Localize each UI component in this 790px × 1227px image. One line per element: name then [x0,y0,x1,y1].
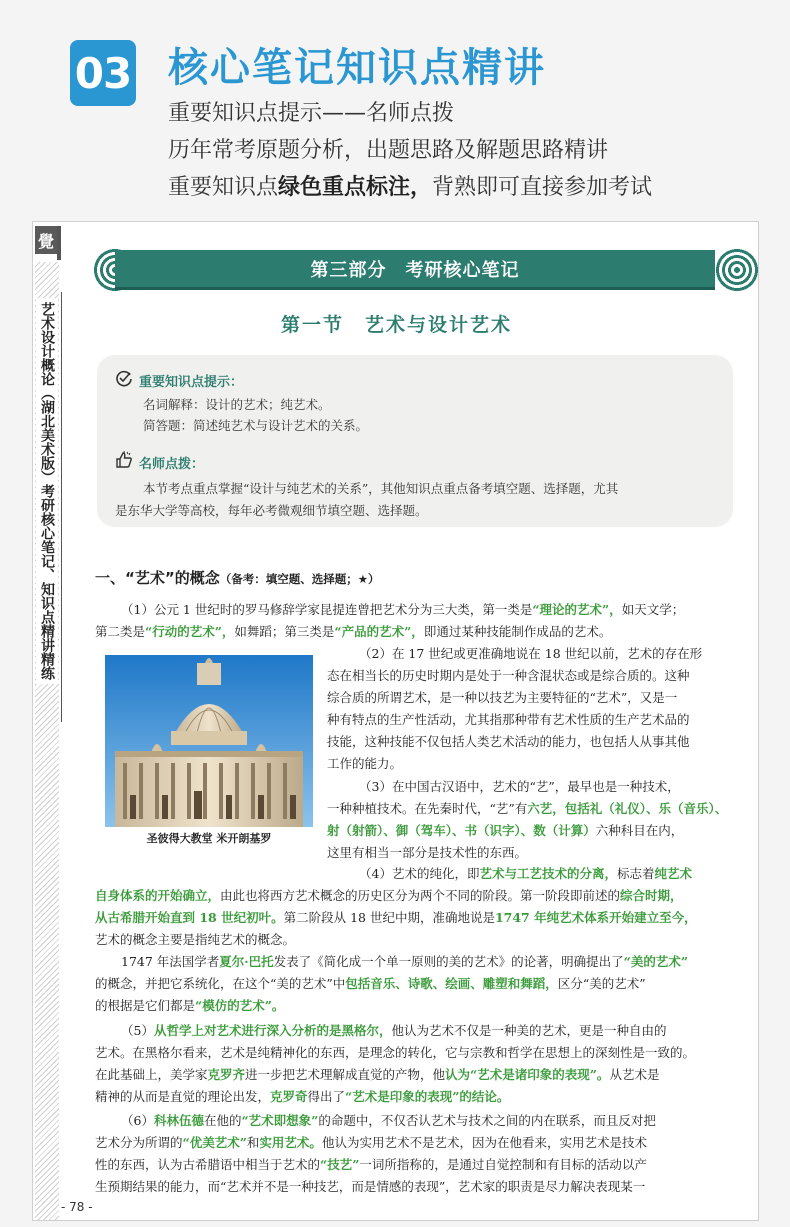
section-title: 第一节 艺术与设计艺术 [280,314,512,336]
para-6-line-2: 艺术。在黑格尔看来，艺术是纯精神化的东西，是理念的转化，它与宗教和哲学在思想上的深刻性是一致的。 [95,1045,696,1060]
banner-ring-right [715,248,759,292]
subtitle-line-3-post: 背熟即可直接参加考试 [432,175,653,200]
subtitle-line-3 [168,170,652,201]
text: 和 [246,1135,260,1150]
highlight: “艺术即想象” [241,1113,319,1128]
highlight: 夏尔·巴托 [219,954,274,969]
highlight: 实用艺术。 [259,1135,322,1150]
highlight: 克罗齐 [207,1067,246,1082]
text: 一词所指称的，是通过自觉控制和有目标的活动以产 [359,1157,647,1172]
highlight: 包括音乐、诗歌、绘画、雕塑和舞蹈， [345,976,558,991]
highlight: “产品的艺术”， [334,624,424,639]
spine-bar [57,226,61,260]
text: 进一步把艺术理解成直觉的产物，他 [245,1067,446,1082]
publisher-logo: 覺 [35,226,57,254]
text: （1）公元 1 世纪时的罗马修辞学家昆提连曾把艺术分为三大类，第一类是 [121,602,533,617]
text: 在此基础上，美学家 [95,1067,208,1082]
highlight: 克罗奇 [270,1089,308,1104]
text: 六种科目在内， [595,823,684,838]
text: 精神的从而是直觉的理论出发， [95,1089,271,1104]
text: 第二类是 [95,624,146,639]
highlight: 自身体系的开始确立， [95,888,221,903]
highlight: 从古希腊开始直到 18 世纪初叶。 [95,910,284,925]
para-4-line-2 [95,887,683,905]
highlight: “模仿的艺术”。 [195,998,285,1013]
document-page [32,221,759,1221]
heading-text: 一、“艺术”的概念 [95,569,220,587]
st-peters-basilica-photo [105,655,313,827]
para-2-line-3: 综合质的所谓艺术，是一种以技艺为主要特征的“艺术”，又是一 [327,690,678,705]
para-6-line-3 [95,1066,659,1084]
highlight: “美的艺术” [623,954,689,969]
para-7-line-2 [95,1134,647,1152]
text: 如舞蹈；第三类是 [234,624,335,639]
text: 得出了 [307,1089,346,1104]
para-2-line-1: （2）在 17 世纪或更准确地说在 18 世纪以前，艺术的存在形 [359,646,703,661]
para-5-line-2 [95,975,646,993]
highlight: 科林伍德 [153,1113,204,1128]
tips-line-1: 名词解释：设计的艺术；纯艺术。 [143,397,331,412]
highlight: “优美艺术” [182,1135,247,1150]
para-2-line-5: 技能，这种技能不仅包括人类艺术活动的能力，也包括人从事其他 [327,734,690,749]
subtitle-line-2: 历年常考原题分析，出题思路及解题思路精讲 [168,138,609,163]
highlight: “技艺” [320,1157,360,1172]
para-5-line-3 [95,997,284,1015]
text: （6） [121,1113,154,1128]
text: 在他的 [203,1113,242,1128]
spine-book-title: 艺术设计概论（湖北美术版）考研核心笔记、知识点精讲精练 [36,298,58,684]
subtitle-line-3-pre: 重要知识点 [168,175,279,200]
teacher-line-2: 是东华大学等高校，每年必考微观细节填空题、选择题。 [115,503,428,518]
highlight: 认为“艺术是诸印象的表现”。 [445,1067,610,1082]
para-4-line-1 [359,865,692,883]
highlight: “理论的艺术”， [532,602,622,617]
text: 的根据是它们都是 [95,998,196,1013]
para-3-line-1: （3）在中国古汉语中，艺术的“艺”，最早也是一种技术， [359,779,680,794]
text: 性的东西，认为古希腊语中相当于艺术的 [95,1157,321,1172]
para-6-line-4 [95,1088,509,1106]
tips-line-2: 简答题：简述纯艺术与设计艺术的关系。 [143,418,369,433]
page-title: 核心笔记知识点精讲 [168,45,546,91]
teacher-line-1: 本节考点重点掌握“设计与纯艺术的关系”，其他知识点重点备考填空题、选择题，尤其 [143,481,619,496]
para-6-line-1 [121,1022,666,1040]
tips-box [97,355,733,527]
highlight: 纯艺术 [654,866,693,881]
para-7-line-4: 生预期结果的能力，而“艺术并不是一种技艺，而是情感的表现”，艺术家的职责是尽力解决表现某一 [95,1179,646,1194]
highlight: 综合时期， [620,888,683,903]
highlight: 射（射箭）、御（驾车）、书（识字）、数（计算） [327,823,596,838]
para-3-line-2 [327,800,727,818]
para-2-line-4: 种有特点的生产性活动，尤其指那种带有艺术性质的生产艺术品的 [327,712,690,727]
highlight: 1747 年纯艺术体系开始建立至今， [494,910,697,925]
text: 的概念，并把它系统化，在这个“美的艺术”中 [95,976,346,991]
section-number-badge: 03 [70,40,136,106]
text: 发表了《简化成一个单一原则的美的艺术》的论著，明确提出了 [273,954,624,969]
text: 标志着 [616,866,655,881]
para-1-line-2 [95,623,611,641]
text: （5） [121,1023,154,1038]
para-3-line-3 [327,822,683,840]
page-number: - 78 - [61,1200,93,1214]
text: 第二阶段从 18 世纪中期，准确地说是 [283,910,495,925]
check-circle-icon [115,369,133,392]
teacher-heading [115,451,204,474]
text: （4）艺术的纯化，即 [359,866,480,881]
text: 他认为艺术不仅是一种美的艺术，更是一种自由的 [391,1023,667,1038]
text: 一种种植技术。在先秦时代，“艺”有 [327,801,528,816]
highlight: “行动的艺术”， [145,624,235,639]
teacher-heading-label: 名师点拨： [139,457,205,472]
para-7-line-3 [95,1156,647,1174]
highlight: 从哲学上对艺术进行深入分析的是黑格尔， [153,1023,392,1038]
photo-caption: 圣彼得大教堂 米开朗基罗 [146,832,272,845]
para-3-line-4: 这里有相当一部分是技术性的东西。 [327,845,528,860]
para-2-line-6: 工作的能力。 [327,756,403,771]
highlight: “艺术是印象的表现”的结论。 [345,1089,510,1104]
highlight: 六艺，包括礼（礼仪）、乐（音乐）、 [527,801,728,816]
para-5-line-1 [121,953,688,971]
text: 的命题中，不仅否认艺术与技术之间的内在联系，而且反对把 [318,1113,656,1128]
text: 他认为实用艺术不是艺术，因为在他看来，实用艺术是技术 [321,1135,647,1150]
text: 即通过某种技能制作成品的艺术。 [423,624,612,639]
highlight: 艺术与工艺技术的分离， [479,866,617,881]
heading-note: （备考：填空题、选择题；★） [219,572,380,586]
tips-heading [115,369,243,392]
spine-rule [61,292,62,722]
text: 1747 年法国学者 [121,954,220,969]
subtitle-line-3-bold: 绿色重点标注， [278,175,433,200]
para-4-line-3 [95,909,697,927]
para-4-line-4: 艺术的概念主要是指纯艺术的概念。 [95,932,296,947]
text: 如天文学； [621,602,685,617]
thumbs-up-icon [115,451,133,474]
subtitle-line-1: 重要知识点提示——名师点拨 [168,101,455,126]
part-banner: 第三部分 考研核心笔记 [115,250,715,290]
text: 由此也将西方艺术概念的历史区分为两个不同的阶段。第一阶段即前述的 [220,888,621,903]
para-2-line-2: 态在相当长的历史时期内是处于一种含混状态或是综合质的。这种 [327,668,690,683]
spine-top [33,222,63,262]
heading-art-concept [95,567,380,588]
tips-heading-label: 重要知识点提示： [139,375,244,390]
text: 从艺术是 [609,1067,660,1082]
para-1-line-1 [121,601,684,619]
para-7-line-1 [121,1112,656,1130]
text: 区分“美的艺术” [557,976,646,991]
text: 艺术分为所谓的 [95,1135,183,1150]
